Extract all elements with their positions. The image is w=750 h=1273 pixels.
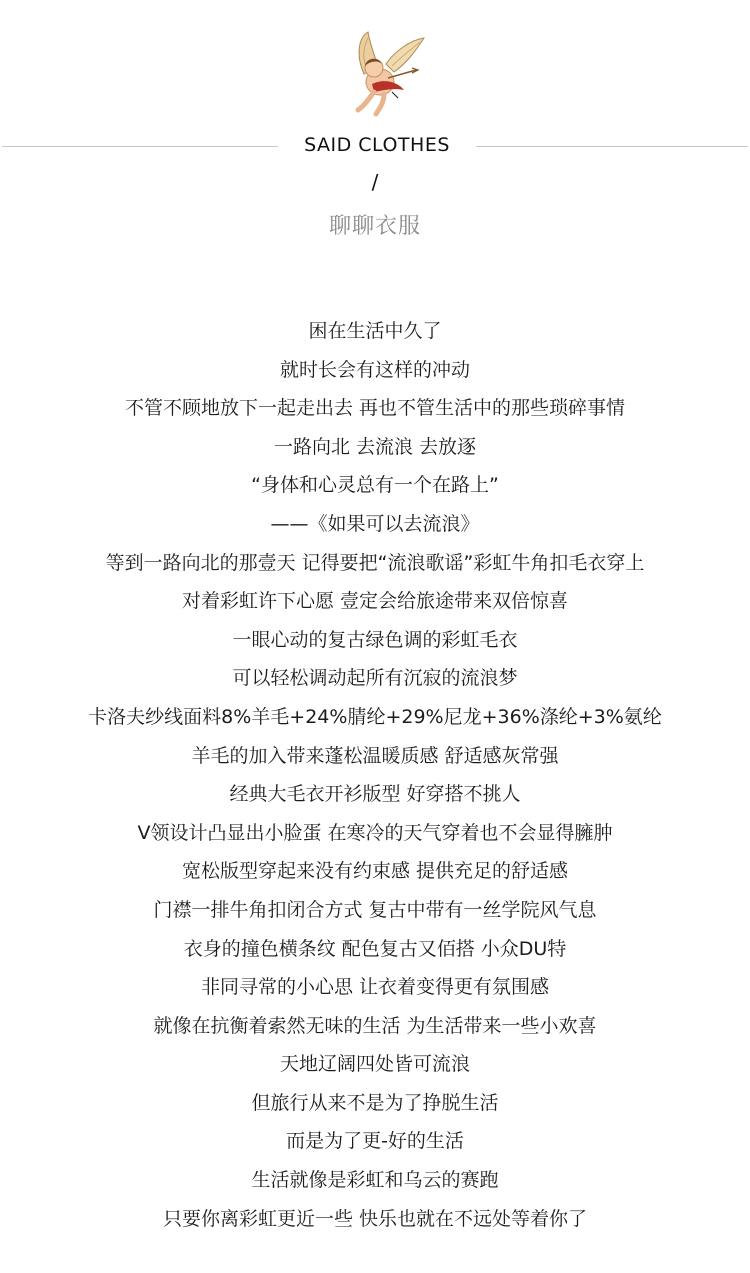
poem-line: ——《如果可以去流浪》 — [270, 512, 480, 535]
poem-line: 不管不顾地放下一起走出去 再也不管生活中的那些琐碎事情 — [124, 397, 626, 420]
page-subtitle: 聊聊衣服 — [328, 214, 421, 239]
poem-line: 卡洛夫纱线面料8%羊毛+24%腈纶+29%尼龙+36%涤纶+3%氨纶 — [88, 705, 662, 728]
divider-left — [2, 146, 278, 147]
poem-line: 困在生活中久了 — [308, 320, 442, 342]
poem-text — [0, 312, 750, 1238]
poem-line: 一路向北 去流浪 去放逐 — [273, 435, 477, 458]
poem-line: 等到一路向北的那壹天 记得要把“流浪歌谣”彩虹牛角扣毛衣穿上 — [105, 551, 645, 574]
divider-right — [476, 146, 748, 147]
poem-line: 生活就像是彩虹和乌云的赛跑 — [251, 1169, 499, 1192]
poem-line: 经典大毛衣开衫版型 好穿搭不挑人 — [229, 783, 521, 806]
poem-line: 就像在抗衡着索然无味的生活 为生活带来一些小欢喜 — [153, 1014, 597, 1037]
poem-line: V领设计凸显出小脸蛋 在寒冷的天气穿着也不会显得臃肿 — [137, 821, 613, 844]
poem-line: 可以轻松调动起所有沉寂的流浪梦 — [232, 667, 518, 690]
poem-line: “身体和心灵总有一个在路上” — [251, 474, 499, 497]
poem-line: 非同寻常的小心思 让衣着变得更有氛围感 — [200, 976, 550, 999]
poem-line: 一眼心动的复古绿色调的彩虹毛衣 — [232, 628, 518, 651]
poem-line: 而是为了更-好的生活 — [286, 1130, 464, 1153]
poem-line: 衣身的撞色横条纹 配色复古又佰搭 小众DU特 — [183, 937, 567, 960]
poem-line: 对着彩虹许下心愿 壹定会给旅途带来双倍惊喜 — [181, 590, 569, 613]
brand-header — [0, 130, 750, 164]
poem-line: 门襟一排牛角扣闭合方式 复古中带有一丝学院风气息 — [153, 898, 597, 921]
poem-line: 天地辽阔四处皆可流浪 — [279, 1053, 470, 1076]
cherub-angel-icon — [334, 26, 430, 122]
poem-line: 但旅行从来不是为了挣脱生活 — [251, 1091, 499, 1114]
poem-line: 只要你离彩虹更近一些 快乐也就在不远处等着你了 — [162, 1207, 588, 1230]
poem-line: 羊毛的加入带来蓬松温暖质感 舒适感灰常强 — [191, 744, 559, 767]
brand-title: SAID CLOTHES — [304, 134, 450, 156]
poem-line: 就时长会有这样的冲动 — [279, 358, 470, 381]
header-separator: / — [371, 170, 379, 194]
poem-line: 宽松版型穿起来没有约束感 提供充足的舒适感 — [181, 860, 569, 883]
